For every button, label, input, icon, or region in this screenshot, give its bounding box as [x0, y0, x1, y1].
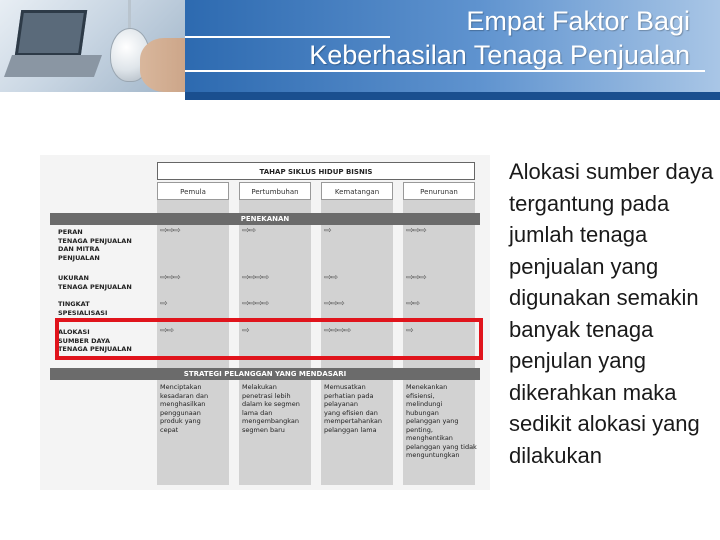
stage-header: Pemula: [157, 182, 229, 200]
header-photo-laptop-mouse: [0, 0, 185, 92]
arrow-rating: ⇨: [406, 326, 413, 336]
stage-header: Pertumbuhan: [239, 182, 311, 200]
arrow-rating: ⇨: [242, 326, 249, 336]
stage-header: Penurunan: [403, 182, 475, 200]
strategy-text: Memusatkan perhatian pada pelayanan yang efisien dan mempertahankan pelanggan lama: [324, 383, 382, 434]
arrow-rating: ⇨⇨⇨: [160, 226, 180, 236]
row-label: ALOKASI SUMBER DAYA TENAGA PENJUALAN: [58, 328, 132, 353]
strategy-text: Melakukan penetrasi lebih dalam ke segmen lama dan mengembangkan segmen baru: [242, 383, 300, 434]
strategy-text: Menciptakan kesadaran dan menghasilkan penggunaan produk yang cepat: [160, 383, 209, 434]
arrow-rating: ⇨⇨: [242, 226, 256, 236]
slide-header: [0, 0, 720, 100]
arrow-rating: ⇨⇨⇨⇨: [242, 299, 269, 309]
arrow-rating: ⇨⇨⇨: [406, 273, 426, 283]
hand-image: [140, 38, 185, 92]
arrow-rating: ⇨⇨: [406, 299, 420, 309]
slide-title: [180, 4, 690, 72]
row-label: PERAN TENAGA PENJUALAN DAN MITRA PENJUALAN: [58, 228, 132, 262]
explanation-text: Alokasi sumber daya tergantung pada jumlah tenaga penjualan yang digunakan semakin banyak tenaga penjulan yang dikerahkan maka sedikit alokasi yang dilakukan: [509, 159, 714, 468]
arrow-rating: ⇨: [160, 299, 167, 309]
table-title: TAHAP SIKLUS HIDUP BISNIS: [157, 162, 475, 180]
laptop-image: [15, 10, 87, 56]
strategy-band: STRATEGI PELANGGAN YANG MENDASARI: [50, 368, 480, 380]
title-rule-lower: [185, 70, 705, 72]
title-underbar: [185, 92, 720, 100]
highlight-box-allocation-row: [55, 318, 483, 360]
arrow-rating: ⇨⇨⇨: [160, 273, 180, 283]
row-label: UKURAN TENAGA PENJUALAN: [58, 274, 132, 291]
arrow-rating: ⇨⇨⇨⇨: [242, 273, 269, 283]
title-rule-upper: [185, 36, 390, 38]
arrow-rating: ⇨⇨⇨: [406, 226, 426, 236]
slide-title-line-1: Empat Faktor Bagi: [466, 6, 690, 36]
arrow-rating: ⇨⇨: [160, 326, 174, 336]
arrow-rating: ⇨: [324, 226, 331, 236]
slide-title-line-2: Keberhasilan Tenaga Penjualan: [309, 40, 690, 70]
strategy-text: Menekankan efisiensi, melindungi hubungan pelanggan yang penting, menghentikan pelanggan yang tidak menguntungkan: [406, 383, 477, 459]
mouse-cable-image: [128, 0, 131, 30]
stage-header: Kematangan: [321, 182, 393, 200]
arrow-rating: ⇨⇨⇨⇨: [324, 326, 351, 336]
row-label: TINGKAT SPESIALISASI: [58, 300, 108, 317]
arrow-rating: ⇨⇨⇨: [324, 299, 344, 309]
emphasis-band: PENEKANAN: [50, 213, 480, 225]
keyboard-image: [4, 55, 102, 77]
arrow-rating: ⇨⇨: [324, 273, 338, 283]
